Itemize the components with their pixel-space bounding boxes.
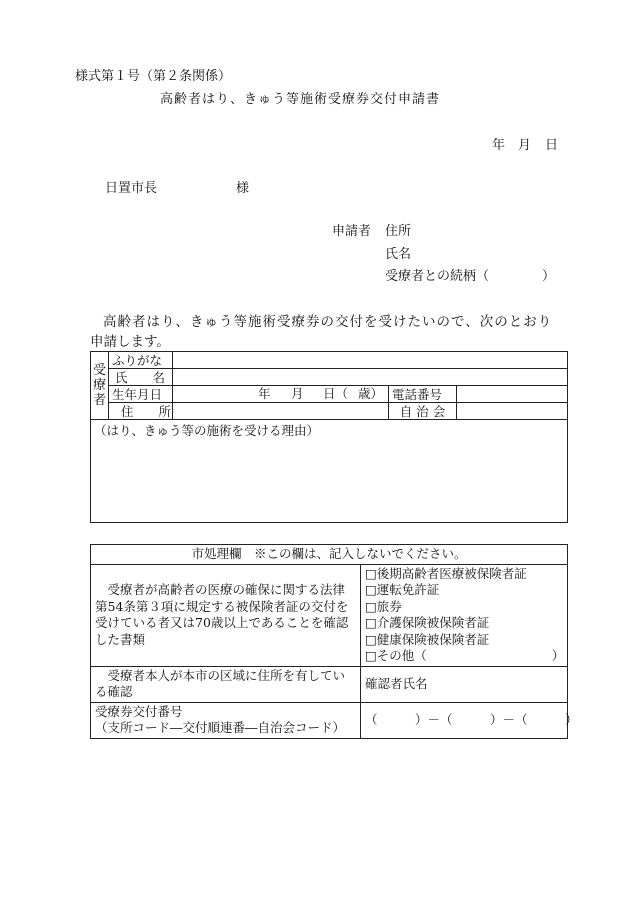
date-day-label: 日 [545,138,559,153]
recipient-address-field[interactable] [173,403,389,420]
insurance-check-label: 受療者が高齢者の医療の確保に関する法律第54条第３項に規定する被保険者証の交付を受けている者又は70歳以上であることを確認した書類 [91,564,361,666]
applicant-label: 申請者 [332,224,372,239]
checkbox-option[interactable]: □健康保険被保険者証 [365,631,490,647]
office-header: 市処理欄 ※この欄は、記入しないでください。 [91,545,568,565]
phone-field[interactable] [457,386,568,403]
checkbox-option[interactable]: □その他（ ） [365,648,565,663]
recipient-name-label: 氏 名 [109,369,173,386]
recipient-side-label: 受 療 者 [91,352,109,420]
statement-line-1: 高齢者はり、きゅう等施術受療券の交付を受けたいので、次のとおり [103,314,553,330]
office-table [90,544,578,739]
confirmer-label: 確認者氏名 [365,675,428,691]
applicant-name-label: 氏名 [385,247,412,262]
community-label: 自 治 会 [389,403,457,420]
checkbox-option[interactable]: □旅券 [365,598,402,614]
reason-field[interactable] [91,420,568,523]
date-month-label: 月 [518,138,532,153]
applicant-relation-label: 受療者との続柄（ [385,269,490,284]
voucher-number-subtitle: （支所コード―交付順連番―自治会コード） [95,720,346,735]
residence-check-label: 受療者本人が本市の区域に住所を有している確認 [91,666,361,702]
applicant-address-label: 住所 [385,224,412,239]
furigana-field[interactable] [173,352,568,369]
voucher-number-field[interactable]: （ ）－（ ）－（ ） [361,702,568,738]
recipient-address-label: 住 所 [109,403,173,420]
checkbox-option[interactable]: □運転免許証 [365,582,440,597]
reason-label: （はり、きゅう等の施術を受ける理由） [94,423,320,438]
birth-age-label: 歳） [358,386,384,401]
birth-day-label: 日（ [323,386,349,401]
confirmer-field[interactable] [361,666,568,702]
recipient-table [90,351,568,523]
birth-month-label: 月 [291,386,304,401]
form-number: 様式第１号（第２条関係） [75,69,232,84]
phone-label: 電話番号 [389,386,457,403]
checkbox-option[interactable]: □介護保険被保険者証 [365,615,490,630]
document-checklist [361,564,568,666]
addressee-name: 日置市長 [105,181,158,196]
recipient-name-field[interactable] [173,369,568,386]
form-title: 高齢者はり、きゅう等施術受療券交付申請書 [160,92,441,107]
statement-line-2: 申請します。 [90,334,170,350]
voucher-number-label: 受療券交付番号 （支所コード―交付順連番―自治会コード） [91,702,361,738]
birth-year-label: 年 [258,386,271,401]
checkbox-option[interactable]: □後期高齢者医療被保険者証 [365,565,527,581]
applicant-relation-close: ） [542,269,556,284]
birthdate-field[interactable] [173,386,389,403]
birthdate-label: 生年月日 [109,386,173,403]
addressee-honorific: 様 [236,181,250,196]
community-field[interactable] [457,403,568,420]
furigana-label: ふりがな [109,352,173,369]
date-year-label: 年 [492,138,506,153]
